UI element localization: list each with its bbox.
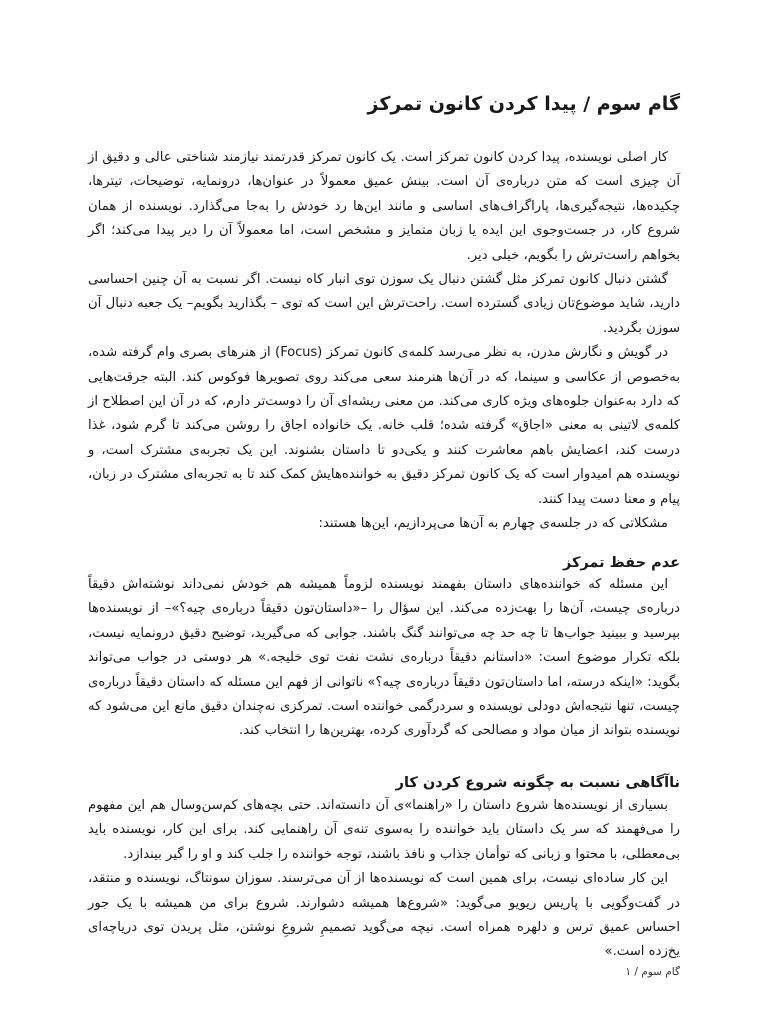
chapter-title: گام سوم / پیدا کردن کانون تمرکز [367,93,680,115]
page-footer-label: گام سوم / ۱ [625,966,680,978]
section-paragraph: این مسئله که خواننده‌های داستان بفهمند نویسنده لزوماً همیشه هم خودش نمی‌داند نوشته‌اش دقیقاً درباره‌ی چیست، آن‌ها را بهت‌زده می‌کند. این سؤال را –«داستان‌تون دقیقاً درباره‌ی چیه؟»– از نویسنده‌ها بپرسید و ببینید جواب‌ها تا چه حد چه می‌توانند گنگ باشند. جوابی که می‌گیرید، توضیح دقیق درونمایه نیست، بلکه تکرار موضوع است: «داستانم دقیقاً درباره‌ی نشت نفت توی خلیجه.» هر دوستی در جواب می‌تواند بگوید: «اینکه درسته، اما داستان‌تون دقیقاً درباره‌ی چیه؟» ناتوانی از فهم این مسئله که داستان دقیقاً درباره‌ی چیست، تنها نتیجه‌اش دودلی نویسنده و سردرگمی خواننده است. تمرکزی نه‌چندان دقیق مانع این می‌شود که نویسنده بتواند از میان مواد و مصالحی که گردآوری کرده، بهترین‌ها را انتخاب کند. [88,577,680,739]
section-paragraph: این کار ساده‌ای نیست، برای همین است که نویسنده‌ها از آن می‌ترسند. سوزان سونتاگ، نویسنده و منتقد، در گفت‌وگویی با پاریس ریویو می‌گوید: «شروع‌ها همیشه دشوارند. شروع برای من همیشه با یک جور احساس عمیق ترس و دلهره همراه است. نیچه می‌گوید تصمیمِ شروعِ نوشتن، مثل پریدن توی دریاچه‌ای یخ‌زده است.» [88,871,680,960]
intro-text [88,146,680,537]
intro-paragraph: مشکلاتی که در جلسه‌ی چهارم به آن‌ها می‌پردازیم، این‌ها هستند: [318,516,668,532]
intro-paragraph: گشتن دنبال کانون تمرکز مثل گشتن دنبال یک سوزن توی انبار کاه نیست. اگر نسبت به آن چنین احساسی دارید، شاید موضوع‌تان زیادی گسترده است. راحت‌ترش این است که توی – بگذارید بگویم– یک جعبه دنبال آن سوزن بگردید. [88,272,680,336]
section-body-how-to-start [88,794,680,965]
intro-paragraph: کار اصلی نویسنده، پیدا کردن کانون تمرکز است. یک کانون تمرکز قدرتمند نیازمند شناختی عالی و دقیق از آن چیزی است که متن درباره‌ی آن است. بینش عمیق معمولاً در عنوان‌ها، درونمایه، توضیحات، تیترها، چکیده‌ها، نتیجه‌گیری‌ها، پاراگراف‌های اساسی و مانند این‌ها رد خودش را به‌جا می‌گذارد. نویسنده از همان شروع کار، در جست‌وجوی این ایده یا زبان متمایز و مشخص است، اما معمولاً آن را دیر پیدا می‌کند؛ اگر بخواهم راست‌ترش را بگویم، خیلی دیر. [88,150,680,263]
intro-paragraph: در گویش و نگارش مدرن، به نظر می‌رسد کلمه‌ی کانون تمرکز (Focus) از هنرهای بصری وام گرفته شده، به‌خصوص از عکاسی و سینما، که در آن‌ها هنرمند سعی می‌کند روی تصویرها فوکوس کند. البته جرقت‌هایی که دارد به‌عنوان جلوه‌های ویژه کاری می‌کند. من معنی ریشه‌ای آن را دوست‌تر دارم، که در آن این اصطلاح از کلمه‌ی لاتینی به معنی «اجاق» گرفته شده؛ قلب خانه. یک خانواده اجاق را روشن می‌کند تا گرم شود، غذا درست کند، اعضایش باهم معاشرت کنند و یکی‌دو تا داستان بشنوند. این یک تجربه‌ی مشترک است، و نویسنده هم امیدوار است که یک کانون تمرکز دقیق به خواننده‌هایش کمک کند تا به تجربه‌ای مشترک در زبان، پیام و معنا دست پیدا کنند. [88,345,680,507]
section-paragraph: بسیاری از نویسنده‌ها شروع داستان را «راهنما»ی آن دانسته‌اند. حتی بچه‌های کم‌سن‌وسال هم این مفهوم را می‌فهمند که سر یک داستان باید خواننده را به‌سوی تنه‌ی آن راهنمایی کند. برای این کار، نویسنده باید بی‌معطلی، با محتوا و زبانی که توأمان جذاب و نافذ باشند، توجه خواننده را جلب کند و او را گیر بیندازد. [88,798,680,862]
section-heading-how-to-start: ناآگاهی نسبت به چگونه شروع کردن کار [395,775,680,791]
section-heading-lack-of-focus: عدم حفظ تمرکز [562,555,680,571]
section-body-lack-of-focus [88,573,680,744]
